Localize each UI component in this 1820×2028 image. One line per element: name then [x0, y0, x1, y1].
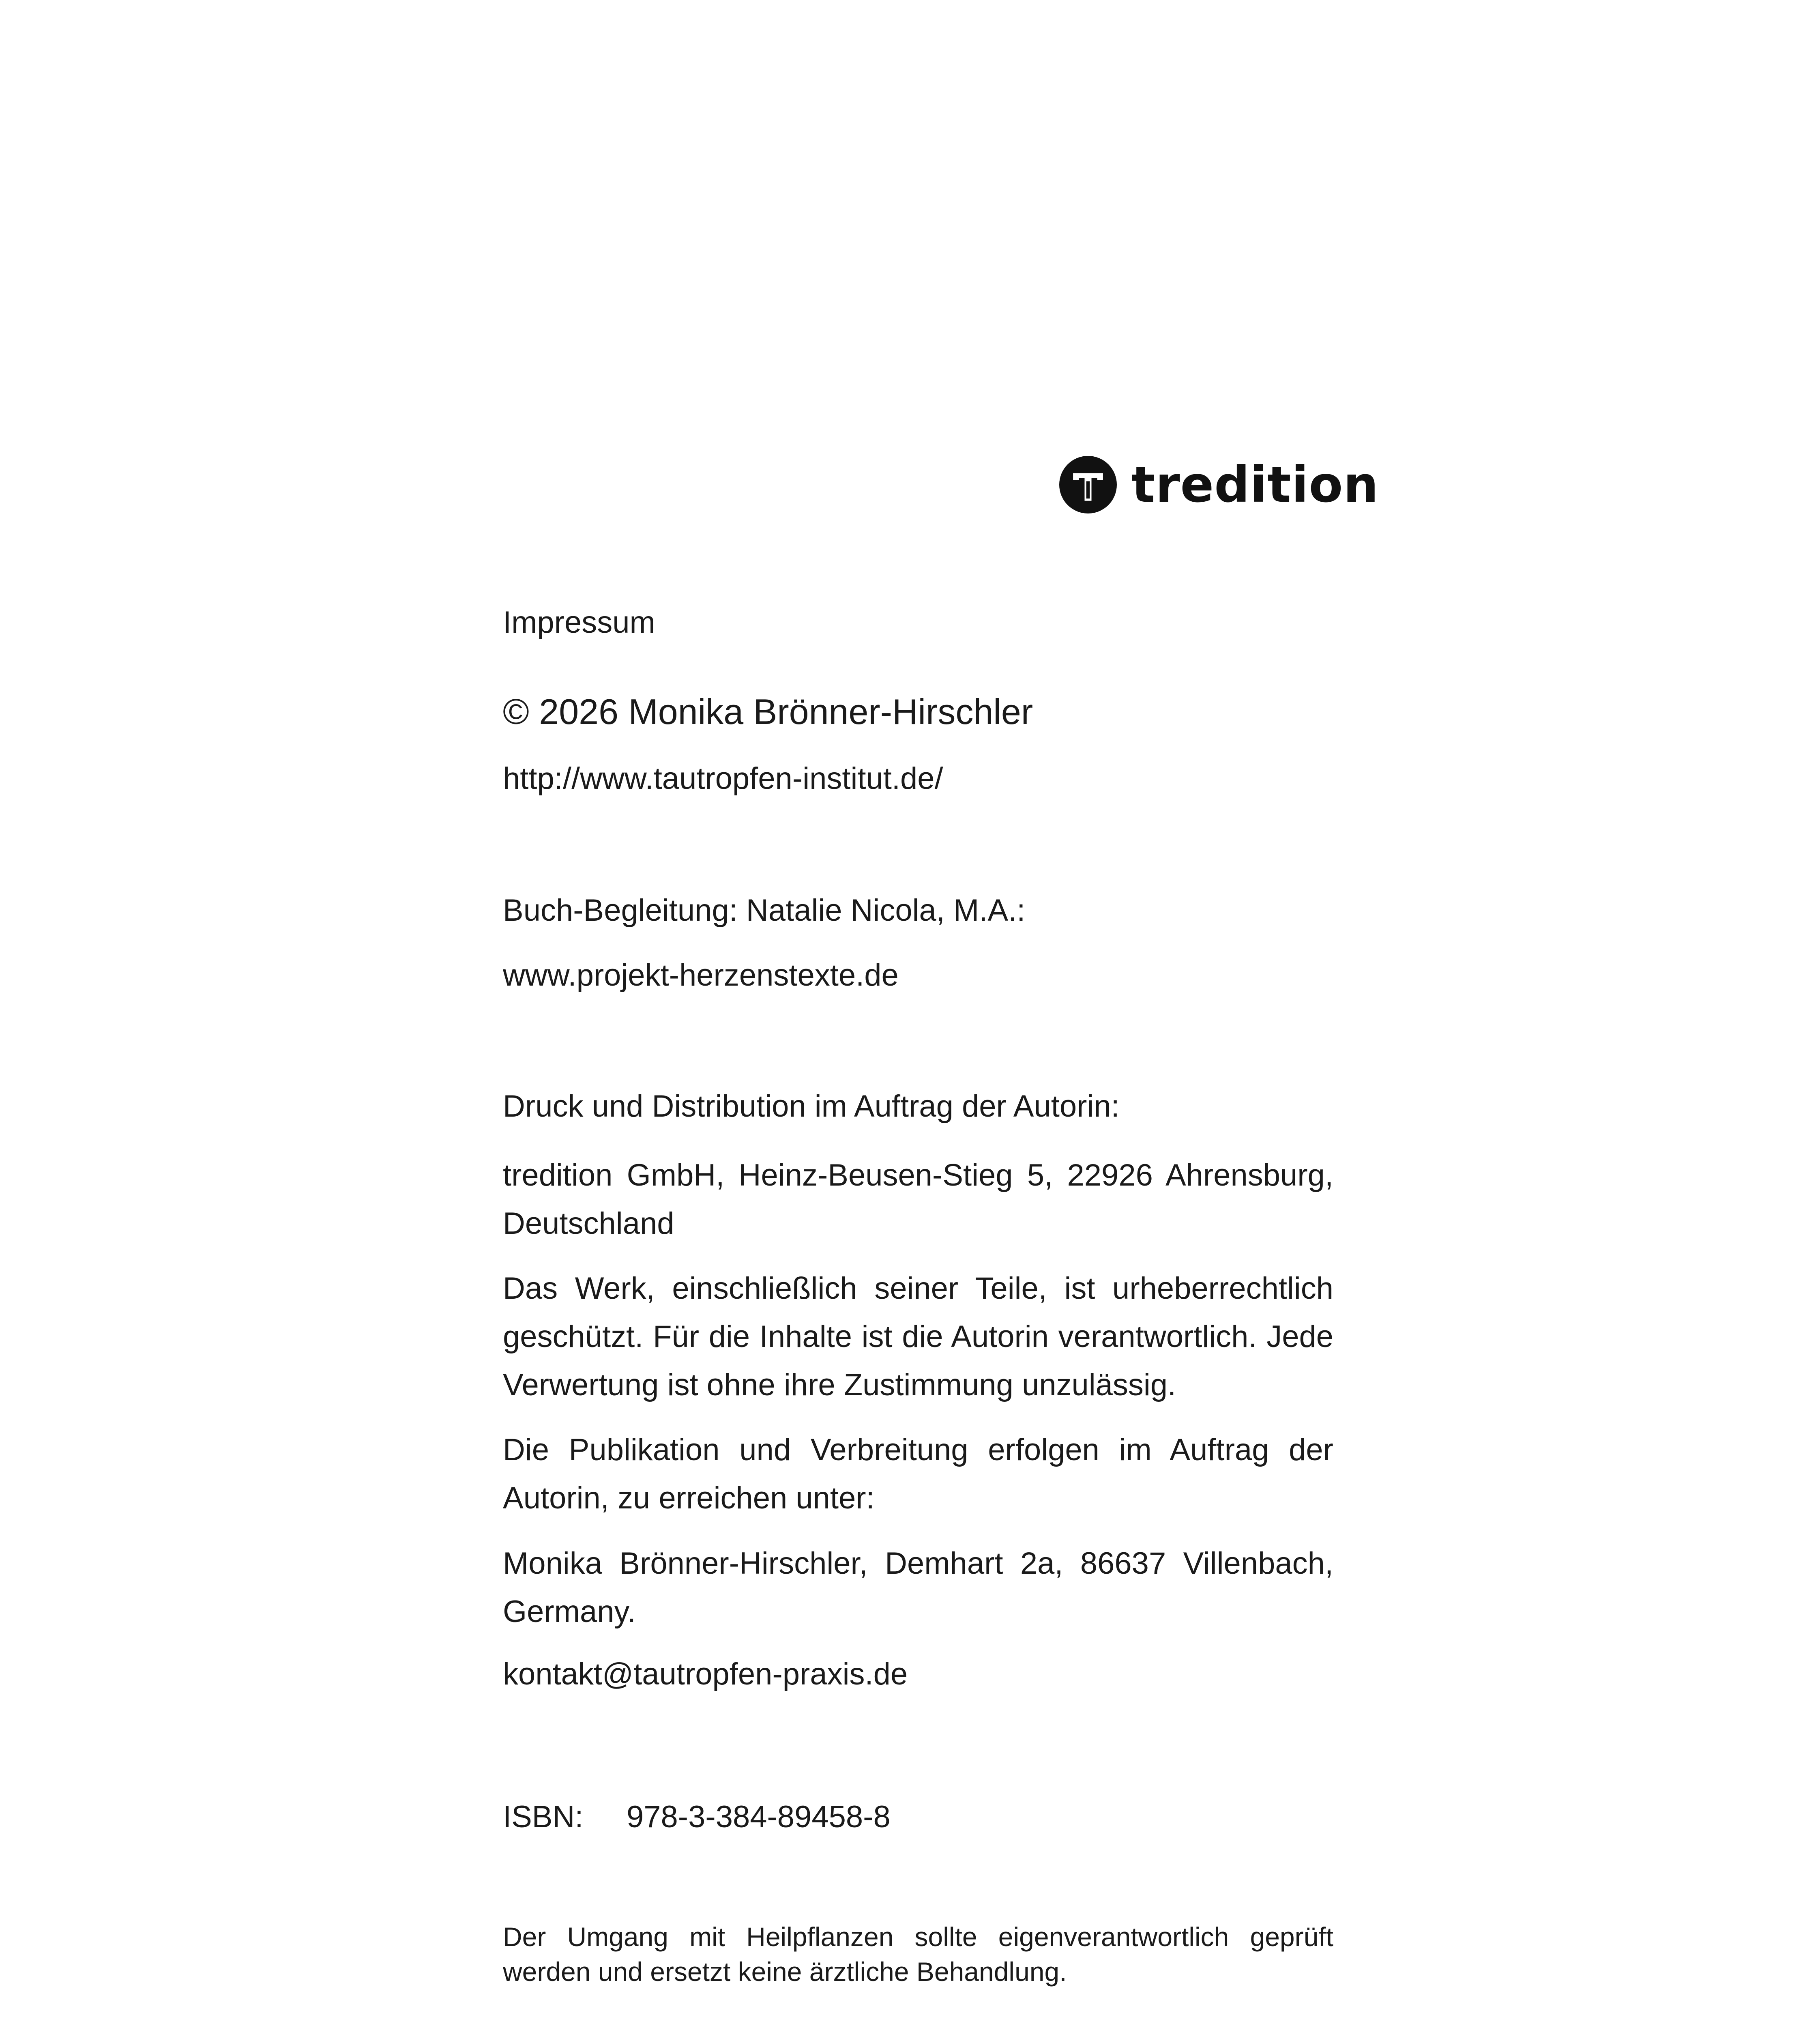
contact-email-link[interactable]: kontakt@tautropfen-praxis.de [503, 1657, 908, 1691]
publisher-logo [1059, 454, 1379, 515]
isbn-value: 978-3-384-89458-8 [627, 1800, 891, 1834]
book-support-website-link[interactable]: www.projekt-herzenstexte.de [503, 958, 899, 993]
author-website-link[interactable]: http://www.tautropfen-institut.de/ [503, 761, 943, 796]
isbn-label: ISBN: [503, 1800, 584, 1834]
author-address: Monika Brönner-Hirschler, Demhart 2a, 86637 Villenbach, Germany. [503, 1546, 1333, 1629]
print-distribution-line: Druck und Distribution im Auftrag der Autorin: [503, 1089, 1120, 1124]
publication-notice: Die Publikation und Verbreitung erfolgen im Auftrag der Autorin, zu erreichen unter: [503, 1433, 1333, 1515]
book-support-line: Buch-Begleitung: Natalie Nicola, M.A.: [503, 893, 1026, 928]
publisher-name: tredition [1131, 456, 1379, 513]
copyright-line: © 2026 Monika Brönner-Hirschler [503, 692, 1033, 732]
publisher-address: tredition GmbH, Heinz-Beusen-Stieg 5, 22926 Ahrensburg, Deutschland [503, 1158, 1333, 1241]
tredition-logo-icon [1059, 456, 1117, 513]
imprint-heading: Impressum [503, 605, 655, 640]
copyright-notice: Das Werk, einschließlich seiner Teile, ist urheberrechtlich geschützt. Für die Inhalte ist die Autorin verantwortlich. Jede Verwertung ist ohne ihre Zustimmung unzulässig. [503, 1271, 1333, 1402]
disclaimer: Der Umgang mit Heilpflanzen sollte eigenverantwortlich geprüft werden und ersetzt keine ärztliche Behandlung. [503, 1922, 1333, 1987]
